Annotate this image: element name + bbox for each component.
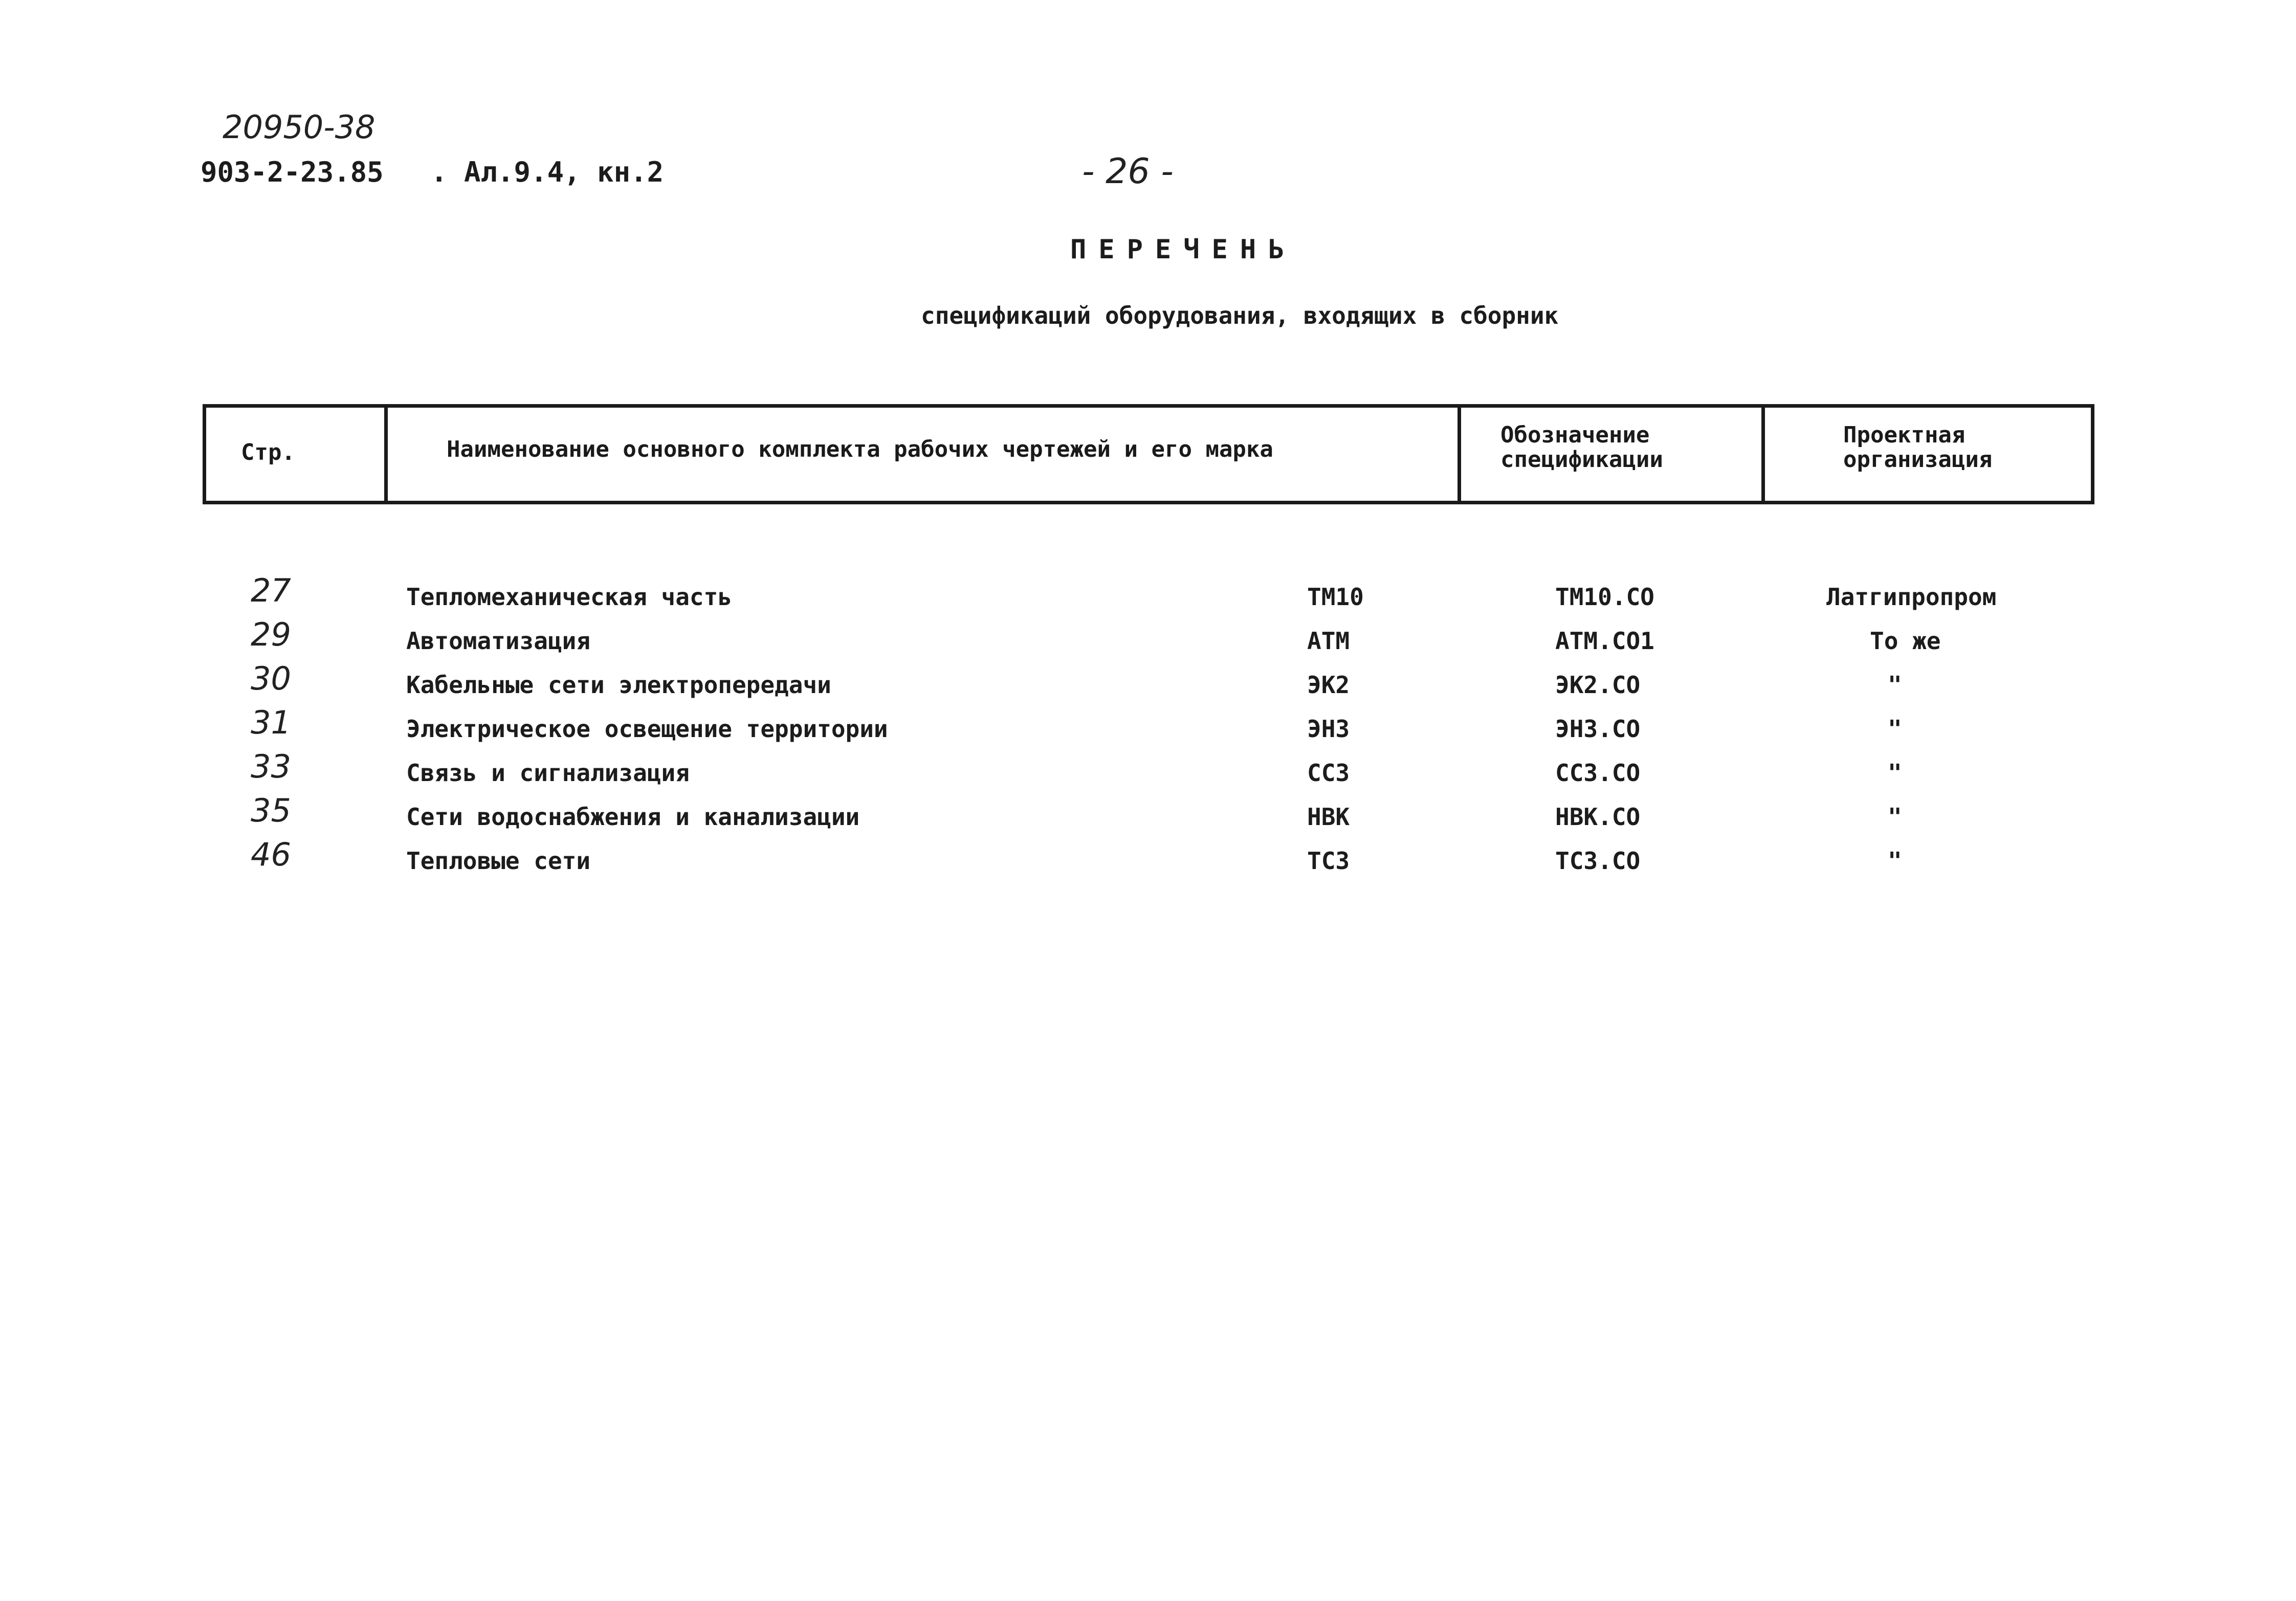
row-spec: ТС3.СО bbox=[1555, 847, 1641, 875]
column-header-designation-line1: Обозначение bbox=[1500, 422, 1650, 448]
column-header-page: Стр. bbox=[241, 439, 295, 465]
row-mark: ЭН3 bbox=[1307, 715, 1350, 743]
row-page: 33 bbox=[251, 748, 291, 785]
row-mark: ТС3 bbox=[1307, 847, 1350, 875]
row-org-ditto: " bbox=[1888, 803, 1902, 831]
column-header-designation-line2: спецификации bbox=[1500, 447, 1663, 473]
row-name: Автоматизация bbox=[406, 627, 591, 655]
row-spec: НВК.СО bbox=[1555, 803, 1641, 831]
row-org-ditto: " bbox=[1888, 671, 1902, 699]
row-spec: ТМ10.СО bbox=[1555, 583, 1654, 611]
column-divider bbox=[1458, 408, 1461, 501]
row-page: 35 bbox=[251, 792, 291, 829]
page-number: - 26 - bbox=[1082, 151, 1174, 192]
row-mark: НВК bbox=[1307, 803, 1350, 831]
row-org-ditto: " bbox=[1888, 847, 1902, 875]
column-divider bbox=[1761, 408, 1765, 501]
row-mark: ТМ10 bbox=[1307, 583, 1364, 611]
row-name: Тепловые сети bbox=[406, 847, 591, 875]
document-title: ПЕРЕЧЕНЬ bbox=[1070, 234, 1297, 265]
table-header bbox=[203, 404, 2094, 504]
row-name: Связь и сигнализация bbox=[406, 759, 690, 787]
row-spec: ЭК2.СО bbox=[1555, 671, 1641, 699]
row-page: 27 bbox=[251, 572, 291, 609]
row-spec: АТМ.СО1 bbox=[1555, 627, 1654, 655]
row-name: Тепломеханическая часть bbox=[406, 583, 732, 611]
row-page: 31 bbox=[251, 704, 291, 741]
archive-number: 20950-38 bbox=[223, 108, 376, 146]
column-header-organization-line1: Проектная bbox=[1843, 422, 1966, 448]
row-name: Сети водоснабжения и канализации bbox=[406, 803, 860, 831]
row-mark: АТМ bbox=[1307, 627, 1350, 655]
column-divider bbox=[384, 408, 388, 501]
row-spec: ЭН3.СО bbox=[1555, 715, 1641, 743]
column-header-name: Наименование основного комплекта рабочих чертежей и его марка bbox=[447, 436, 1273, 462]
document-subtitle: спецификаций оборудования, входящих в сборник bbox=[921, 302, 1559, 329]
row-page: 46 bbox=[251, 836, 291, 873]
row-mark: СС3 bbox=[1307, 759, 1350, 787]
row-spec: СС3.СО bbox=[1555, 759, 1641, 787]
row-org: Латгипропром bbox=[1826, 583, 1997, 611]
row-org: То же bbox=[1870, 627, 1941, 655]
album-reference: . Ал.9.4, кн.2 bbox=[431, 156, 664, 188]
row-name: Кабельные сети электропередачи bbox=[406, 671, 831, 699]
row-name: Электрическое освещение территории bbox=[406, 715, 888, 743]
column-header-organization-line2: организация bbox=[1843, 447, 1993, 473]
row-page: 30 bbox=[251, 660, 291, 697]
row-mark: ЭК2 bbox=[1307, 671, 1350, 699]
row-org-ditto: " bbox=[1888, 759, 1902, 787]
row-org-ditto: " bbox=[1888, 715, 1902, 743]
series-code: 903-2-23.85 bbox=[201, 156, 384, 188]
row-page: 29 bbox=[251, 616, 291, 653]
